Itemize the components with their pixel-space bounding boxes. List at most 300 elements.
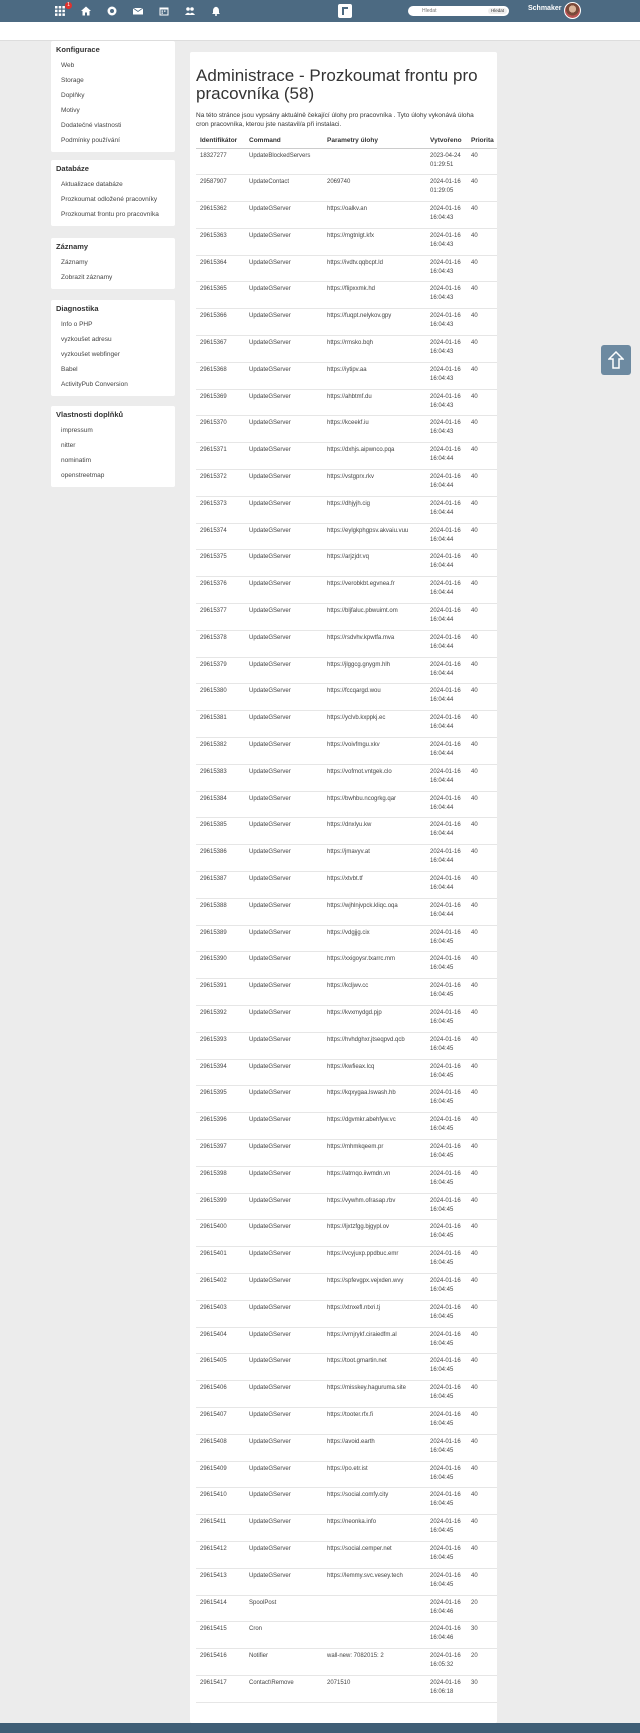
cell-id: 29615379 (196, 657, 245, 684)
cell-priority: 40 (467, 1086, 497, 1113)
cell-priority: 40 (467, 228, 497, 255)
cell-id: 29615369 (196, 389, 245, 416)
cell-parameters: https://jmavyv.at (323, 845, 426, 872)
cell-id: 29615395 (196, 1086, 245, 1113)
cell-parameters: https://avoid.earth (323, 1434, 426, 1461)
cell-id: 29615375 (196, 550, 245, 577)
table-row (196, 684, 497, 711)
cell-id: 29615383 (196, 764, 245, 791)
cell-priority: 40 (467, 577, 497, 604)
cell-priority: 40 (467, 148, 497, 175)
table-row (196, 202, 497, 229)
cell-priority: 40 (467, 523, 497, 550)
cell-priority: 40 (467, 711, 497, 738)
cell-parameters: https://jlggcg.gnygm.hlh (323, 657, 426, 684)
cell-parameters (323, 1622, 426, 1649)
table-row (196, 389, 497, 416)
table-row (196, 148, 497, 175)
cell-priority: 40 (467, 845, 497, 872)
cell-priority: 40 (467, 1300, 497, 1327)
footer-bar (0, 1723, 640, 1733)
sidebar-panel-addon-settings (51, 406, 175, 487)
table-row (196, 1032, 497, 1059)
cell-created: 2024-01-16 16:04:45 (426, 1032, 467, 1059)
cell-id: 29615417 (196, 1675, 245, 1702)
cell-priority: 40 (467, 416, 497, 443)
cell-parameters: https://xtvbt.tf (323, 872, 426, 899)
cell-command: UpdateGServer (245, 1461, 323, 1488)
cell-created: 2024-01-16 16:04:44 (426, 845, 467, 872)
cell-parameters: https://kcljwv.cc (323, 979, 426, 1006)
sidebar-item-tos[interactable]: Podmínky používání (61, 137, 120, 144)
cell-id: 29615372 (196, 470, 245, 497)
cell-parameters: https://lemmy.svc.vesey.tech (323, 1568, 426, 1595)
cell-created: 2024-01-16 16:04:44 (426, 550, 467, 577)
avatar[interactable] (564, 2, 581, 19)
cell-priority: 30 (467, 1622, 497, 1649)
cell-created: 2024-01-16 16:04:45 (426, 1300, 467, 1327)
sidebar-item-activitypub[interactable]: ActivityPub Conversion (61, 381, 128, 388)
cell-priority: 40 (467, 604, 497, 631)
cell-command: UpdateGServer (245, 1006, 323, 1033)
cell-created: 2024-01-16 16:04:43 (426, 389, 467, 416)
cell-parameters: https://kwfieax.lcq (323, 1059, 426, 1086)
table-row (196, 1327, 497, 1354)
sidebar-item-nitter[interactable]: nitter (61, 442, 76, 449)
cell-created: 2024-01-16 16:04:45 (426, 1113, 467, 1140)
cell-created: 2024-01-16 16:04:43 (426, 228, 467, 255)
cell-priority: 40 (467, 336, 497, 363)
cell-priority: 40 (467, 202, 497, 229)
cell-id: 29615415 (196, 1622, 245, 1649)
cell-priority: 40 (467, 738, 497, 765)
cell-id: 29615381 (196, 711, 245, 738)
cell-parameters: https://fuqpt.nelykov.gpy (323, 309, 426, 336)
column-header-priority: Priorita (467, 134, 497, 148)
cell-parameters: https://kceekf.iu (323, 416, 426, 443)
cell-parameters: https://ahbtmf.du (323, 389, 426, 416)
table-row (196, 657, 497, 684)
table-row (196, 1595, 497, 1622)
table-row (196, 1675, 497, 1702)
cell-created: 2024-01-16 16:04:45 (426, 1327, 467, 1354)
cell-parameters: https://rmsko.bqh (323, 336, 426, 363)
cell-created: 2024-01-16 16:04:43 (426, 309, 467, 336)
cell-priority: 40 (467, 1059, 497, 1086)
table-row (196, 443, 497, 470)
cell-command: UpdateGServer (245, 523, 323, 550)
table-row (196, 818, 497, 845)
cell-id: 29615386 (196, 845, 245, 872)
cell-id: 29615374 (196, 523, 245, 550)
cell-priority: 40 (467, 1461, 497, 1488)
table-row (196, 1515, 497, 1542)
cell-parameters: https://mgtnlgt.kfx (323, 228, 426, 255)
bell-icon[interactable] (210, 5, 222, 17)
cell-priority: 40 (467, 389, 497, 416)
cell-id: 29615405 (196, 1354, 245, 1381)
cell-parameters: https://spfevgpx.vejxden.wvy (323, 1273, 426, 1300)
sidebar-item-web[interactable]: Web (61, 62, 75, 69)
table-row (196, 336, 497, 363)
cell-priority: 40 (467, 470, 497, 497)
table-row (196, 496, 497, 523)
table-row (196, 630, 497, 657)
search-button[interactable]: Hledat (488, 8, 507, 14)
table-row (196, 228, 497, 255)
cell-command: UpdateGServer (245, 764, 323, 791)
cell-created: 2024-01-16 16:04:45 (426, 952, 467, 979)
search-input[interactable] (422, 8, 472, 14)
table-row (196, 1220, 497, 1247)
table-row (196, 1407, 497, 1434)
cell-parameters: https://social.cemper.net (323, 1541, 426, 1568)
cell-created: 2024-01-16 16:04:45 (426, 1059, 467, 1086)
cell-created: 2024-01-16 16:04:46 (426, 1622, 467, 1649)
sidebar-item-worker-queue[interactable]: Prozkoumat frontu pro pracovníka (61, 211, 159, 218)
network-icon[interactable] (106, 5, 118, 17)
apps-icon[interactable] (54, 2, 70, 17)
back-to-top-button[interactable] (601, 345, 631, 375)
cell-parameters: https://arjzjdr.vq (323, 550, 426, 577)
cell-created: 2024-01-16 16:04:44 (426, 630, 467, 657)
cell-id: 29615409 (196, 1461, 245, 1488)
sidebar-panel-diagnostika (51, 300, 175, 396)
cell-priority: 40 (467, 1006, 497, 1033)
sidebar-item-storage[interactable]: Storage (61, 77, 84, 84)
cell-parameters (323, 1595, 426, 1622)
cell-parameters: https://toot.gmartin.net (323, 1354, 426, 1381)
cell-id: 29615403 (196, 1300, 245, 1327)
table-row (196, 1649, 497, 1676)
cell-created: 2024-01-16 16:04:45 (426, 1515, 467, 1542)
cell-priority: 40 (467, 1193, 497, 1220)
cell-parameters: wall-new: 7082015: 2 (323, 1649, 426, 1676)
cell-parameters: https://fccqargd.wou (323, 684, 426, 711)
cell-id: 29615396 (196, 1113, 245, 1140)
cell-created: 2024-01-16 16:04:43 (426, 336, 467, 363)
cell-created: 2024-01-16 16:04:44 (426, 443, 467, 470)
secondary-bar (0, 22, 640, 41)
cell-id: 29615408 (196, 1434, 245, 1461)
cell-parameters: https://flipxxmk.hd (323, 282, 426, 309)
sidebar-section-title: Vlastnosti doplňků (56, 410, 124, 419)
table-row (196, 791, 497, 818)
cell-parameters: https://social.comfy.city (323, 1488, 426, 1515)
cell-parameters: https://dgvmkr.abehfyw.vc (323, 1113, 426, 1140)
cell-command: UpdateGServer (245, 1059, 323, 1086)
cell-created: 2024-01-16 16:04:44 (426, 711, 467, 738)
cell-id: 29615390 (196, 952, 245, 979)
sidebar-item-babel[interactable]: Babel (61, 366, 78, 373)
cell-command: UpdateGServer (245, 389, 323, 416)
table-row (196, 872, 497, 899)
sidebar-item-profile-fields[interactable]: Dodatečné vlastnosti (61, 122, 122, 129)
cell-parameters: https://xxigoysr.txarrc.mm (323, 952, 426, 979)
sidebar-item-probe-address[interactable]: vyzkoušet adresu (61, 336, 112, 343)
cell-priority: 40 (467, 1247, 497, 1274)
cell-created: 2024-01-16 16:04:43 (426, 255, 467, 282)
cell-parameters: https://bljfaluc.pbwuimt.om (323, 604, 426, 631)
cell-created: 2024-01-16 16:04:45 (426, 925, 467, 952)
cell-command: UpdateGServer (245, 1113, 323, 1140)
cell-parameters: https://rsdvhv.kpwtfa.mva (323, 630, 426, 657)
cell-id: 29615391 (196, 979, 245, 1006)
table-row (196, 470, 497, 497)
page-title: Administrace - Prozkoumat frontu pro pracovníka (58) (196, 66, 478, 103)
cell-priority: 40 (467, 1568, 497, 1595)
table-row (196, 523, 497, 550)
main-content (190, 52, 497, 1723)
sidebar-item-openstreetmap[interactable]: openstreetmap (61, 472, 105, 479)
cell-created: 2024-01-16 16:04:43 (426, 416, 467, 443)
cell-priority: 40 (467, 630, 497, 657)
table-row (196, 1381, 497, 1408)
cell-parameters: https://vcyjuxp.ppdbuc.emr (323, 1247, 426, 1274)
cell-parameters: https://iytipv.aa (323, 362, 426, 389)
cell-command: UpdateBlockedServers (245, 148, 323, 175)
cell-created: 2024-01-16 16:04:45 (426, 1193, 467, 1220)
cell-created: 2024-01-16 16:04:46 (426, 1595, 467, 1622)
calendar-icon[interactable] (158, 5, 170, 17)
sidebar-section-title: Záznamy (56, 242, 89, 251)
cell-id: 29615410 (196, 1488, 245, 1515)
table-row (196, 416, 497, 443)
cell-priority: 40 (467, 362, 497, 389)
cell-id: 29615368 (196, 362, 245, 389)
cell-priority: 40 (467, 1327, 497, 1354)
cell-created: 2024-01-16 16:04:44 (426, 496, 467, 523)
cell-priority: 40 (467, 282, 497, 309)
nav-icons (54, 0, 236, 22)
cell-command: UpdateGServer (245, 1327, 323, 1354)
user-name[interactable]: Schmaker (528, 5, 562, 12)
cell-created: 2024-01-16 16:04:45 (426, 1273, 467, 1300)
sidebar-item-logs[interactable]: Záznamy (61, 259, 88, 266)
cell-command: UpdateGServer (245, 1434, 323, 1461)
cell-parameters: https://misskey.haguruma.site (323, 1381, 426, 1408)
table-row (196, 309, 497, 336)
cell-created: 2024-01-16 16:04:44 (426, 738, 467, 765)
column-header-command: Command (245, 134, 323, 148)
cell-id: 29615389 (196, 925, 245, 952)
cell-id: 29615411 (196, 1515, 245, 1542)
cell-priority: 40 (467, 1166, 497, 1193)
cell-command: UpdateGServer (245, 657, 323, 684)
cell-priority: 40 (467, 979, 497, 1006)
cell-created: 2024-01-16 16:04:45 (426, 1434, 467, 1461)
sidebar-item-nominatim[interactable]: nominatim (61, 457, 91, 464)
friendica-logo[interactable] (338, 4, 352, 18)
sidebar-section-title: Databáze (56, 164, 89, 173)
sidebar-panel-zaznamy (51, 238, 175, 289)
cell-id: 29615402 (196, 1273, 245, 1300)
table-row (196, 550, 497, 577)
cell-parameters: https://po.etr.ist (323, 1461, 426, 1488)
cell-id: 29615362 (196, 202, 245, 229)
table-row (196, 282, 497, 309)
cell-parameters: https://dxhjs.aipwnco.pqa (323, 443, 426, 470)
table-row (196, 577, 497, 604)
sidebar-item-addons[interactable]: Doplňky (61, 92, 85, 99)
cell-command: UpdateGServer (245, 1568, 323, 1595)
cell-parameters (323, 148, 426, 175)
cell-command: UpdateGServer (245, 979, 323, 1006)
cell-command: UpdateGServer (245, 630, 323, 657)
table-row (196, 604, 497, 631)
sidebar-panel-databaze (51, 160, 175, 226)
cell-id: 29615401 (196, 1247, 245, 1274)
cell-command: UpdateGServer (245, 336, 323, 363)
cell-id: 29615370 (196, 416, 245, 443)
cell-command: UpdateGServer (245, 1220, 323, 1247)
cell-created: 2023-04-24 01:29:51 (426, 148, 467, 175)
cell-id: 29615366 (196, 309, 245, 336)
cell-created: 2024-01-16 16:04:44 (426, 898, 467, 925)
cell-created: 2024-01-16 16:04:45 (426, 1139, 467, 1166)
table-row (196, 738, 497, 765)
cell-parameters: https://vywhm.ofrasap.rbv (323, 1193, 426, 1220)
cell-id: 29615382 (196, 738, 245, 765)
cell-id: 29615384 (196, 791, 245, 818)
cell-parameters: https://ivdtv.qqbcpt.ld (323, 255, 426, 282)
cell-id: 29615400 (196, 1220, 245, 1247)
home-icon[interactable] (80, 5, 92, 17)
cell-id: 29615388 (196, 898, 245, 925)
cell-command: UpdateGServer (245, 925, 323, 952)
cell-id: 29615397 (196, 1139, 245, 1166)
cell-id: 29615412 (196, 1541, 245, 1568)
cell-priority: 40 (467, 1032, 497, 1059)
cell-parameters: https://hvhdghxr.jtseqpvd.qcb (323, 1032, 426, 1059)
cell-id: 29615398 (196, 1166, 245, 1193)
table-row (196, 1247, 497, 1274)
cell-created: 2024-01-16 01:29:05 (426, 175, 467, 202)
cell-id: 29615385 (196, 818, 245, 845)
cell-created: 2024-01-16 16:04:43 (426, 282, 467, 309)
table-row (196, 1059, 497, 1086)
cell-id: 29615365 (196, 282, 245, 309)
cell-created: 2024-01-16 16:04:45 (426, 1541, 467, 1568)
cell-created: 2024-01-16 16:04:45 (426, 1381, 467, 1408)
cell-command: UpdateGServer (245, 1541, 323, 1568)
cell-parameters: https://voivfmgu.xkv (323, 738, 426, 765)
sidebar-section-title: Diagnostika (56, 304, 99, 313)
table-row (196, 1300, 497, 1327)
cell-command: UpdateGServer (245, 898, 323, 925)
cell-command: UpdateGServer (245, 577, 323, 604)
cell-command: UpdateGServer (245, 952, 323, 979)
cell-command: UpdateGServer (245, 362, 323, 389)
mail-icon[interactable] (132, 5, 144, 17)
cell-parameters: https://mhmkqeem.pr (323, 1139, 426, 1166)
cell-command: UpdateGServer (245, 416, 323, 443)
sidebar-item-view-logs[interactable]: Zobrazit záznamy (61, 274, 113, 281)
table-row (196, 1488, 497, 1515)
cell-command: UpdateGServer (245, 711, 323, 738)
cell-command: Notifier (245, 1649, 323, 1676)
cell-command: UpdateGServer (245, 872, 323, 899)
sidebar-item-impressum[interactable]: impressum (61, 427, 93, 434)
search-box (408, 6, 509, 16)
cell-priority: 40 (467, 952, 497, 979)
cell-priority: 40 (467, 657, 497, 684)
cell-parameters: https://verobkbt.egvnea.fr (323, 577, 426, 604)
worker-queue-table (196, 134, 497, 1703)
cell-created: 2024-01-16 16:04:44 (426, 657, 467, 684)
cell-priority: 40 (467, 309, 497, 336)
cell-id: 29615387 (196, 872, 245, 899)
sidebar-item-deferred-workers[interactable]: Prozkoumat odložené pracovníky (61, 196, 158, 203)
cell-priority: 30 (467, 1675, 497, 1702)
cell-created: 2024-01-16 16:04:45 (426, 1006, 467, 1033)
table-row (196, 764, 497, 791)
column-header-parameters: Parametry úlohy (323, 134, 426, 148)
sidebar-item-phpinfo[interactable]: Info o PHP (61, 321, 93, 328)
cell-parameters: https://tooter.rfx.fi (323, 1407, 426, 1434)
cell-id: 29615406 (196, 1381, 245, 1408)
cell-created: 2024-01-16 16:04:44 (426, 577, 467, 604)
cell-command: UpdateGServer (245, 282, 323, 309)
cell-priority: 40 (467, 1354, 497, 1381)
cell-created: 2024-01-16 16:04:45 (426, 1354, 467, 1381)
cell-command: SpoolPost (245, 1595, 323, 1622)
cell-priority: 20 (467, 1595, 497, 1622)
cell-parameters: https://vrnjrykf.ciraiedfm.al (323, 1327, 426, 1354)
sidebar-item-themes[interactable]: Motivy (61, 107, 80, 114)
cell-priority: 40 (467, 175, 497, 202)
cell-parameters: https://atrnqo.iiwmdn.vn (323, 1166, 426, 1193)
cell-priority: 40 (467, 443, 497, 470)
cell-created: 2024-01-16 16:04:44 (426, 791, 467, 818)
cell-id: 29615364 (196, 255, 245, 282)
cell-command: UpdateGServer (245, 309, 323, 336)
table-row (196, 1006, 497, 1033)
cell-command: UpdateGServer (245, 470, 323, 497)
cell-command: UpdateGServer (245, 1300, 323, 1327)
cell-id: 29615413 (196, 1568, 245, 1595)
cell-parameters: https://xtnxefl.ntxri.tj (323, 1300, 426, 1327)
cell-created: 2024-01-16 16:04:45 (426, 1086, 467, 1113)
cell-parameters: 2069740 (323, 175, 426, 202)
arrow-up-icon (608, 351, 624, 369)
cell-created: 2024-01-16 16:04:43 (426, 362, 467, 389)
contacts-icon[interactable] (184, 5, 196, 17)
cell-command: UpdateGServer (245, 202, 323, 229)
sidebar-panel-konfigurace (51, 41, 175, 152)
cell-priority: 40 (467, 925, 497, 952)
table-row (196, 255, 497, 282)
cell-command: UpdateGServer (245, 496, 323, 523)
cell-created: 2024-01-16 16:06:18 (426, 1675, 467, 1702)
table-row (196, 362, 497, 389)
table-row (196, 175, 497, 202)
sidebar-item-dbsync[interactable]: Aktualizace databáze (61, 181, 123, 188)
cell-priority: 40 (467, 1515, 497, 1542)
cell-command: UpdateGServer (245, 1247, 323, 1274)
sidebar-item-webfinger[interactable]: vyzkoušet webfinger (61, 351, 120, 358)
cell-id: 29615363 (196, 228, 245, 255)
table-row (196, 1139, 497, 1166)
sidebar-section-title: Konfigurace (56, 45, 100, 54)
cell-parameters: https://kvxmydgd.pjp (323, 1006, 426, 1033)
cell-priority: 40 (467, 1273, 497, 1300)
cell-command: UpdateGServer (245, 1273, 323, 1300)
cell-created: 2024-01-16 16:04:44 (426, 764, 467, 791)
table-row (196, 845, 497, 872)
table-row (196, 1434, 497, 1461)
cell-command: UpdateGServer (245, 1354, 323, 1381)
